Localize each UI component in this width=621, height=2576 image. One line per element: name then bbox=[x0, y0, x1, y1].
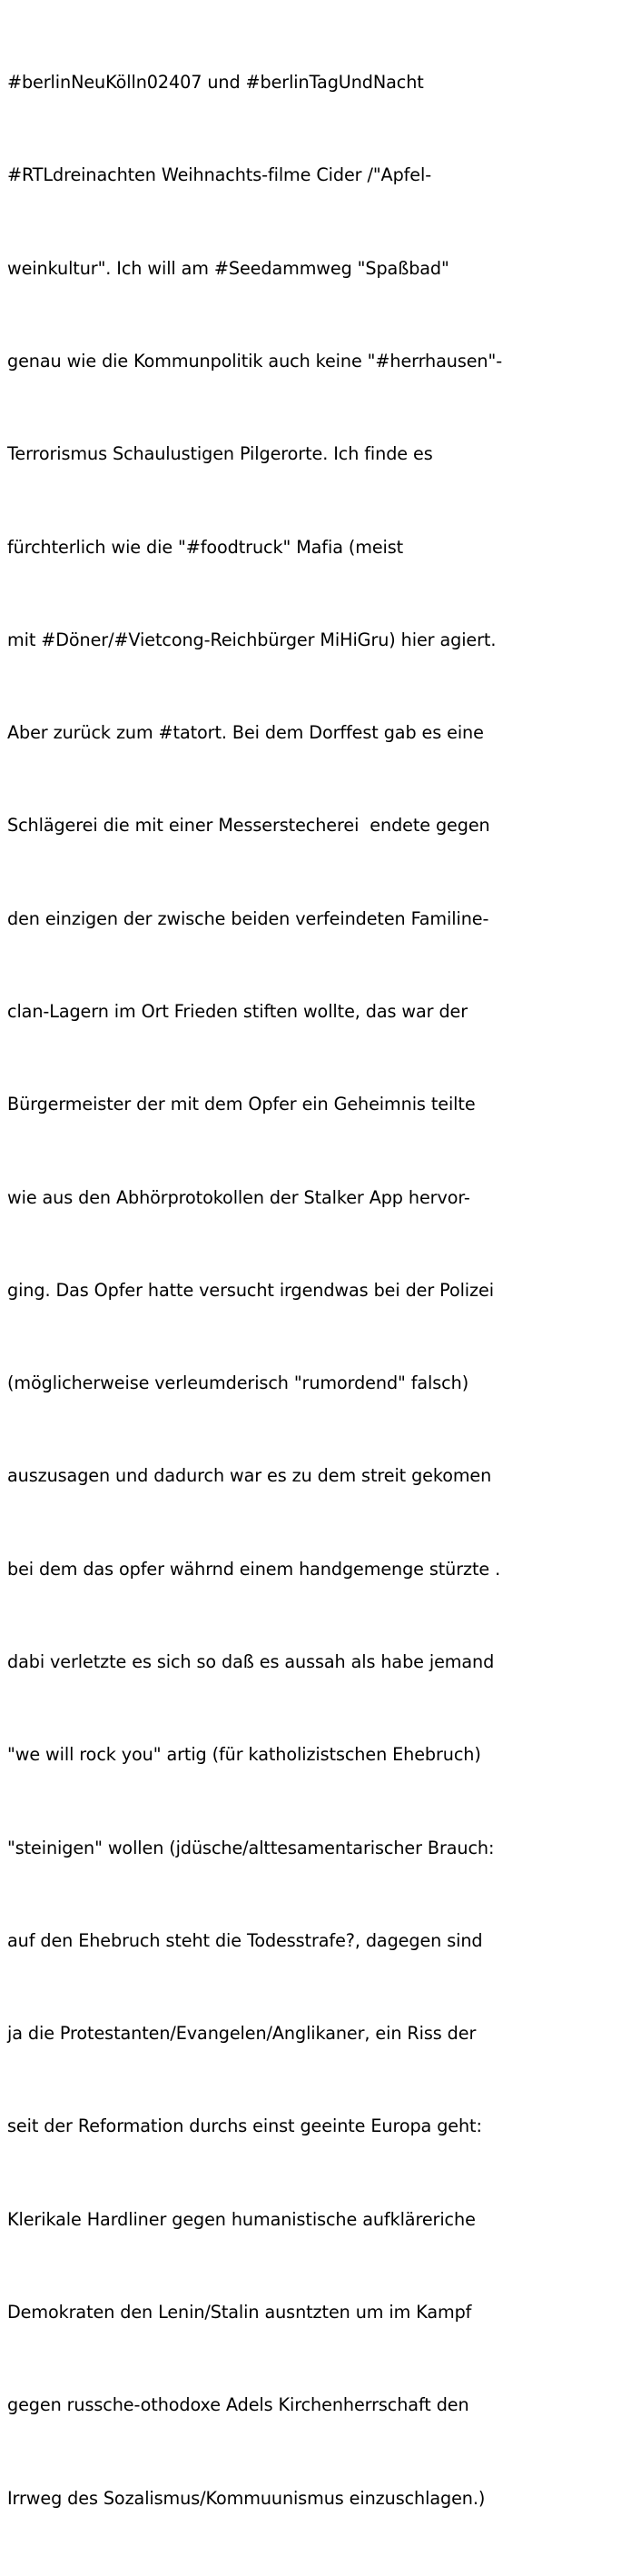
text-line: Irrweg des Sozalismus/Kommuunismus einzuschlagen.) bbox=[7, 2487, 486, 2509]
text-line: clan-Lagern im Ort Frieden stiften wollte, das war der bbox=[7, 1001, 468, 1022]
text-line: Bürgermeister der mit dem Opfer ein Geheimnis teilte bbox=[7, 1094, 476, 1115]
text-line: #RTLdreinachten Weihnachts-filme Cider /"Apfel- bbox=[7, 164, 432, 186]
text-line: bei dem das opfer währnd einem handgemenge stürzte . bbox=[7, 1558, 501, 1580]
text-line: mit #Döner/#Vietcong-Reichbürger MiHiGru) hier agiert. bbox=[7, 629, 497, 650]
text-line: (möglicherweise verleumderisch "rumordend" falsch) bbox=[7, 1372, 469, 1394]
text-line: auf den Ehebruch steht die Todesstrafe?, dagegen sind bbox=[7, 1929, 483, 1951]
text-line: #berlinNeuKölln02407 und #berlinTagUndNacht bbox=[7, 72, 424, 94]
text-line: den einzigen der zwische beiden verfeindeten Familine- bbox=[7, 907, 489, 929]
text-line: fürchterlich wie die "#foodtruck" Mafia (meist bbox=[7, 536, 404, 558]
text-line: wie aus den Abhörprotokollen der Stalker App hervor- bbox=[7, 1186, 470, 1208]
text-line: seit der Reformation durchs einst geeinte Europa geht: bbox=[7, 2115, 482, 2137]
text-line: "we will rock you" artig (für katholizistschen Ehebruch) bbox=[7, 1744, 481, 1766]
text-line: gegen russche-othodoxe Adels Kirchenherrschaft den bbox=[7, 2394, 469, 2416]
text-line: dabi verletzte es sich so daß es aussah als habe jemand bbox=[7, 1650, 495, 1672]
text-line: Klerikale Hardliner gegen humanistische aufkläreriche bbox=[7, 2208, 476, 2230]
text-line: weinkultur". Ich will am #Seedammweg "Spaßbad" bbox=[7, 257, 449, 279]
text-line: Aber zurück zum #tatort. Bei dem Dorffest gab es eine bbox=[7, 722, 484, 744]
text-line: genau wie die Kommunpolitik auch keine "#herrhausen"- bbox=[7, 351, 503, 372]
text-line: Schlägerei die mit einer Messerstecherei endete gegen bbox=[7, 815, 490, 837]
document-body-text bbox=[7, 5, 612, 2576]
text-line: ja die Protestanten/Evangelen/Anglikaner, ein Riss der bbox=[7, 2023, 477, 2045]
text-line: ging. Das Opfer hatte versucht irgendwas bei der Polizei bbox=[7, 1279, 494, 1301]
text-line: "steinigen" wollen (jdüsche/alttesamentarischer Brauch: bbox=[7, 1837, 495, 1858]
text-line: auszusagen und dadurch war es zu dem streit gekomen bbox=[7, 1465, 492, 1487]
text-line: Demokraten den Lenin/Stalin ausntzten um im Kampf bbox=[7, 2301, 472, 2323]
text-line: Terrorismus Schaulustigen Pilgerorte. Ich finde es bbox=[7, 443, 433, 465]
